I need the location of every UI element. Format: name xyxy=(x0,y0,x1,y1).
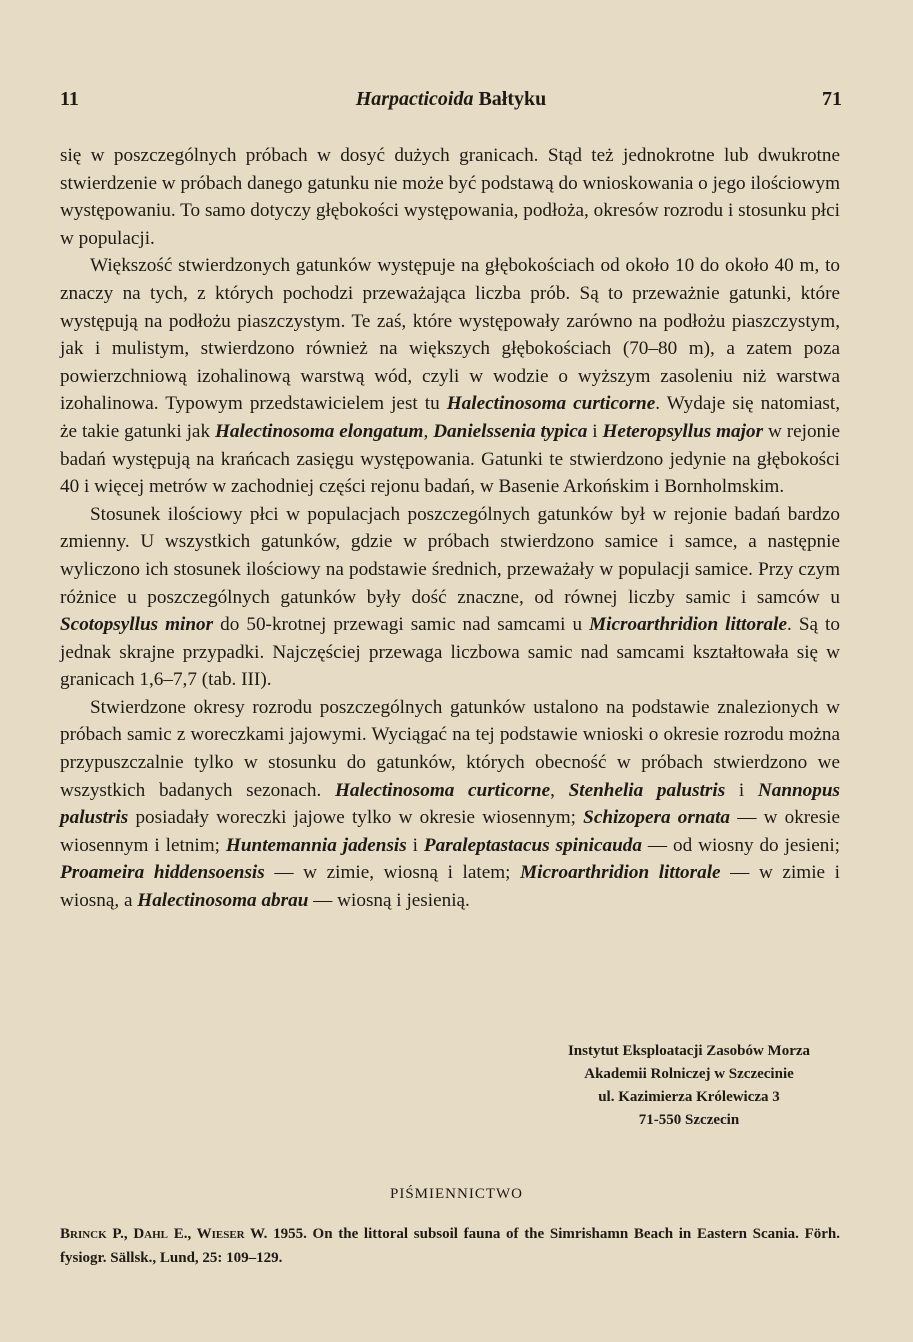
p2-text-1: Większość stwierdzonych gatunków występuje na głębokościach od około 10 do około 40 m, to znaczy na tych, z których pochodzi przeważająca liczba prób. Są to przeważnie gatunki, które występują na podłożu piaszczystym. Te zaś, które występowały zarówno na podłożu piaszczystym, jak i mulistym, stwierdzono również na większych głębokościach (70–80 m), a zatem poza powierzchniową izohalinową warstwą wód, czyli w wodzie o wyższym zasoleniu niż warstwa izohalinowa. Typowym przedstawicielem jest tu xyxy=(60,255,840,415)
page-number: 71 xyxy=(822,88,842,110)
p2-taxon-3: Danielssenia typica xyxy=(433,420,588,442)
p4-taxon-7: Proameira hiddensoensis xyxy=(60,862,265,884)
p2-text-3: , xyxy=(423,420,434,442)
p4-text-6: i xyxy=(406,834,424,856)
p4-text-5: — w okresie wiosennym i letnim; xyxy=(60,807,841,856)
p2-text-5: w rejonie badań występują na krańcach zasięgu występowania. Gatunki te stwierdzono jedynie na głębokości 40 i więcej metrów w zachodniej części rejonu badań, w Basenie Arkońskim i Bornholmskim. xyxy=(60,420,840,498)
body-text xyxy=(60,142,840,915)
p2-text-4: i xyxy=(587,420,603,442)
reference-pages: : 109–129. xyxy=(217,1250,283,1266)
p4-taxon-3: Nannopus palustris xyxy=(60,779,840,829)
author-affiliation xyxy=(539,1040,839,1132)
running-header xyxy=(60,88,842,114)
paragraph-2 xyxy=(60,252,840,500)
p2-taxon-4: Heteropsyllus major xyxy=(602,420,764,442)
p4-text-3: i xyxy=(725,779,758,801)
p3-text-3: . Są to jednak skrajne przypadki. Najczęściej przewaga liczbowa samic nad samcami kształtowała się w granicach 1,6–7,7 (tab. III). xyxy=(60,614,840,691)
affiliation-line-4: 71-550 Szczecin xyxy=(638,1112,740,1128)
paragraph-1 xyxy=(60,142,840,252)
reference-authors: Brinck P., Dahl E., Wieser W. xyxy=(60,1226,268,1242)
p4-taxon-4: Schizopera ornata xyxy=(583,807,731,829)
p2-text-2: . Wydaje się natomiast, że takie gatunki jak xyxy=(60,393,840,442)
p4-text-1: Stwierdzone okresy rozrodu poszczególnych gatunków ustalono na podstawie znalezionych w próbach samic z woreczkami jajowymi. Wyciągać na tej podstawie wnioski o okresie rozrodu można przypuszczalnie tylko w stosunku do gatunków, których obecność w próbach stwierdzono we wszystkich badanych sezonach. xyxy=(60,696,840,801)
running-title-taxon: Harpacticoida xyxy=(355,88,474,110)
p3-taxon-1: Scotopsyllus minor xyxy=(60,614,214,636)
reference-volume: 25 xyxy=(202,1250,218,1266)
p2-taxon-2: Halectinosoma elongatum xyxy=(214,420,424,442)
p4-text-10: — wiosną i jesienią. xyxy=(308,890,470,912)
paragraph-4 xyxy=(60,694,840,915)
paragraph-3 xyxy=(60,501,840,694)
p3-text-2: do 50-krotnej przewagi samic nad samcami u xyxy=(213,614,590,636)
running-title xyxy=(60,88,842,111)
p4-text-8: — w zimie, wiosną i latem; xyxy=(264,862,521,884)
references-heading: PIŚMIENNICTWO xyxy=(390,1186,523,1202)
p3-taxon-2: Microarthridion littorale xyxy=(589,614,787,636)
affiliation-line-3: ul. Kazimierza Królewicza 3 xyxy=(598,1089,780,1105)
p4-taxon-2: Stenhelia palustris xyxy=(568,779,726,801)
p4-text-2: , xyxy=(550,779,569,801)
p4-taxon-5: Huntemannia jadensis xyxy=(225,834,407,856)
p1-text: się w poszczególnych próbach w dosyć dużych granicach. Stąd też jednokrotne lub dwukrotne stwierdzenie w próbach danego gatunku nie może być podstawą do wnioskowania o jego ilościowym występowaniu. To samo dotyczy głębokości występowania, podłoża, okresów rozrodu i stosunku płci w populacji. xyxy=(60,145,840,249)
affiliation-line-2: Akademii Rolniczej w Szczecinie xyxy=(584,1066,794,1082)
p2-taxon-1: Halectinosoma curticorne xyxy=(446,393,656,415)
affiliation-line-1: Instytut Eksploatacji Zasobów Morza xyxy=(567,1043,811,1059)
p3-text-1: Stosunek ilościowy płci w populacjach poszczególnych gatunków był w rejonie badań bardzo zmienny. U wszystkich gatunków, gdzie w próbach stwierdzono samice i samce, a następnie wyliczono ich stosunek ilościowy na podstawie średnich, przeważały w populacji samice. Przy czym różnice u poszczególnych gatunków były dość znaczne, od równej liczby samic i samców u xyxy=(60,503,840,608)
p4-taxon-9: Halectinosoma abrau xyxy=(137,890,309,912)
section-number: 11 xyxy=(60,88,79,110)
p4-taxon-1: Halectinosoma curticorne xyxy=(334,779,551,801)
p4-taxon-8: Microarthridion littorale xyxy=(520,862,721,884)
reference-entry xyxy=(60,1222,840,1270)
running-title-rest: Bałtyku xyxy=(473,88,547,110)
p4-text-7: — od wiosny do jesieni; xyxy=(641,834,840,856)
p4-taxon-6: Paraleptastacus spinicauda xyxy=(423,834,642,856)
reference-text: 1955. On the littoral subsoil fauna of the Simrishamn Beach in Eastern Scania. Förh. fysiogr. Sällsk., Lund, xyxy=(60,1226,840,1266)
p4-text-9: — w zimie i wiosną, a xyxy=(60,862,840,912)
p4-text-4: posiadały woreczki jajowe tylko w okresie wiosennym; xyxy=(128,807,584,829)
